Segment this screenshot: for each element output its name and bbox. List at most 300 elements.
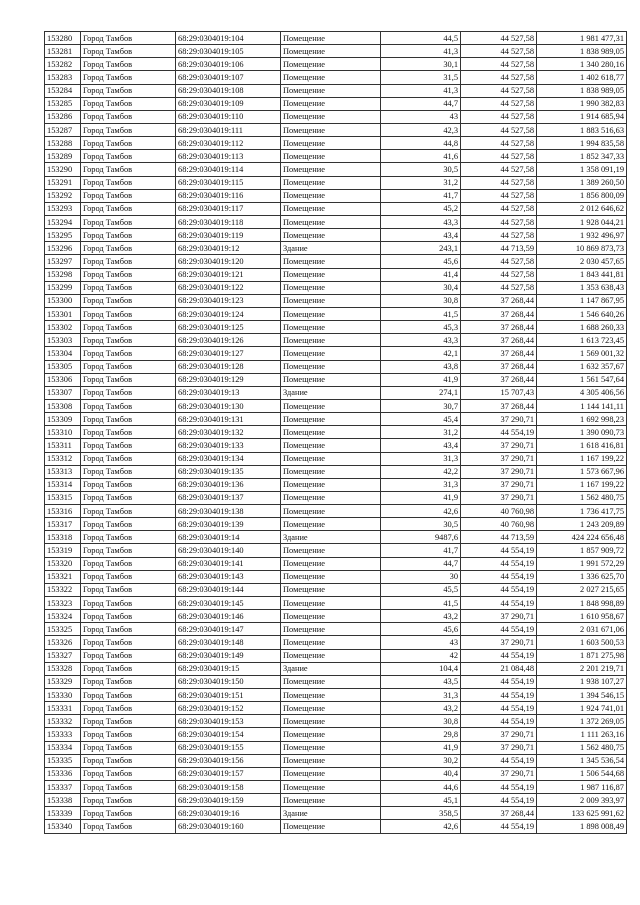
area-cell: 42,2: [381, 465, 461, 478]
row-number-cell: 153292: [45, 189, 81, 202]
table-row: [45, 110, 627, 123]
table-row: [45, 807, 627, 820]
row-number-cell: 153333: [45, 728, 81, 741]
table-row: [45, 294, 627, 307]
row-number-cell: 153308: [45, 399, 81, 412]
row-number-cell: 153332: [45, 715, 81, 728]
city-cell: Город Тамбов: [81, 531, 176, 544]
object-type-cell: Помещение: [281, 399, 381, 412]
specific-value-cell: 37 290,71: [461, 465, 537, 478]
cadastral-value-cell: 1 546 640,26: [537, 307, 627, 320]
city-cell: Город Тамбов: [81, 505, 176, 518]
row-number-cell: 153311: [45, 439, 81, 452]
object-type-cell: Помещение: [281, 675, 381, 688]
table-row: [45, 71, 627, 84]
city-cell: Город Тамбов: [81, 741, 176, 754]
cadastral-value-cell: 1 389 260,50: [537, 176, 627, 189]
cadastral-value-cell: 2 027 215,65: [537, 583, 627, 596]
row-number-cell: 153325: [45, 623, 81, 636]
table-row: [45, 728, 627, 741]
specific-value-cell: 44 713,59: [461, 531, 537, 544]
cadastral-value-cell: 1 692 998,23: [537, 413, 627, 426]
cadastral-number-cell: 68:29:0304019:153: [176, 715, 281, 728]
cadastral-number-cell: 68:29:0304019:14: [176, 531, 281, 544]
object-type-cell: Помещение: [281, 84, 381, 97]
cadastral-value-cell: 1 924 741,01: [537, 702, 627, 715]
city-cell: Город Тамбов: [81, 386, 176, 399]
area-cell: 41,5: [381, 307, 461, 320]
cadastral-value-cell: 1 243 209,89: [537, 518, 627, 531]
city-cell: Город Тамбов: [81, 583, 176, 596]
object-type-cell: Помещение: [281, 268, 381, 281]
area-cell: 41,7: [381, 544, 461, 557]
table-row: [45, 452, 627, 465]
object-type-cell: Помещение: [281, 360, 381, 373]
row-number-cell: 153282: [45, 58, 81, 71]
object-type-cell: Помещение: [281, 794, 381, 807]
cadastral-number-cell: 68:29:0304019:155: [176, 741, 281, 754]
object-type-cell: Помещение: [281, 597, 381, 610]
city-cell: Город Тамбов: [81, 215, 176, 228]
area-cell: 41,3: [381, 45, 461, 58]
table-row: [45, 518, 627, 531]
cadastral-number-cell: 68:29:0304019:135: [176, 465, 281, 478]
object-type-cell: Помещение: [281, 97, 381, 110]
object-type-cell: Помещение: [281, 150, 381, 163]
cadastral-number-cell: 68:29:0304019:13: [176, 386, 281, 399]
area-cell: 44,5: [381, 32, 461, 45]
area-cell: 31,3: [381, 689, 461, 702]
cadastral-number-cell: 68:29:0304019:136: [176, 478, 281, 491]
area-cell: 41,6: [381, 150, 461, 163]
cadastral-number-cell: 68:29:0304019:130: [176, 399, 281, 412]
row-number-cell: 153320: [45, 557, 81, 570]
object-type-cell: Помещение: [281, 123, 381, 136]
row-number-cell: 153340: [45, 820, 81, 833]
cadastral-number-cell: 68:29:0304019:160: [176, 820, 281, 833]
specific-value-cell: 37 268,44: [461, 321, 537, 334]
area-cell: 30,5: [381, 518, 461, 531]
table-row: [45, 150, 627, 163]
table-row: [45, 413, 627, 426]
row-number-cell: 153309: [45, 413, 81, 426]
table-row: [45, 636, 627, 649]
object-type-cell: Здание: [281, 531, 381, 544]
object-type-cell: Помещение: [281, 137, 381, 150]
row-number-cell: 153327: [45, 649, 81, 662]
city-cell: Город Тамбов: [81, 97, 176, 110]
city-cell: Город Тамбов: [81, 794, 176, 807]
object-type-cell: Помещение: [281, 294, 381, 307]
cadastral-number-cell: 68:29:0304019:140: [176, 544, 281, 557]
table-row: [45, 163, 627, 176]
table-row: [45, 97, 627, 110]
object-type-cell: Помещение: [281, 728, 381, 741]
cadastral-value-cell: 1 994 835,58: [537, 137, 627, 150]
row-number-cell: 153326: [45, 636, 81, 649]
object-type-cell: Помещение: [281, 754, 381, 767]
city-cell: Город Тамбов: [81, 347, 176, 360]
object-type-cell: Помещение: [281, 478, 381, 491]
cadastral-number-cell: 68:29:0304019:141: [176, 557, 281, 570]
row-number-cell: 153315: [45, 491, 81, 504]
cadastral-number-cell: 68:29:0304019:132: [176, 426, 281, 439]
cadastral-number-cell: 68:29:0304019:150: [176, 675, 281, 688]
cadastral-number-cell: 68:29:0304019:104: [176, 32, 281, 45]
row-number-cell: 153297: [45, 255, 81, 268]
row-number-cell: 153293: [45, 202, 81, 215]
row-number-cell: 153318: [45, 531, 81, 544]
table-row: [45, 702, 627, 715]
cadastral-value-cell: 10 869 873,73: [537, 242, 627, 255]
table-row: [45, 491, 627, 504]
specific-value-cell: 44 527,58: [461, 32, 537, 45]
row-number-cell: 153285: [45, 97, 81, 110]
area-cell: 42,6: [381, 505, 461, 518]
cadastral-number-cell: 68:29:0304019:123: [176, 294, 281, 307]
city-cell: Город Тамбов: [81, 399, 176, 412]
object-type-cell: Помещение: [281, 518, 381, 531]
row-number-cell: 153310: [45, 426, 81, 439]
row-number-cell: 153339: [45, 807, 81, 820]
cadastral-value-cell: 1 883 516,63: [537, 123, 627, 136]
row-number-cell: 153286: [45, 110, 81, 123]
object-type-cell: Помещение: [281, 334, 381, 347]
specific-value-cell: 44 554,19: [461, 715, 537, 728]
area-cell: 41,4: [381, 268, 461, 281]
cadastral-value-cell: 2 030 457,65: [537, 255, 627, 268]
specific-value-cell: 44 527,58: [461, 163, 537, 176]
specific-value-cell: 21 084,48: [461, 662, 537, 675]
area-cell: 41,9: [381, 741, 461, 754]
table-row: [45, 215, 627, 228]
cadastral-number-cell: 68:29:0304019:138: [176, 505, 281, 518]
area-cell: 43,5: [381, 675, 461, 688]
specific-value-cell: 37 290,71: [461, 728, 537, 741]
table-row: [45, 505, 627, 518]
area-cell: 41,7: [381, 189, 461, 202]
cadastral-value-cell: 1 336 625,70: [537, 570, 627, 583]
specific-value-cell: 44 554,19: [461, 557, 537, 570]
specific-value-cell: 44 527,58: [461, 58, 537, 71]
area-cell: 41,3: [381, 84, 461, 97]
area-cell: 43,4: [381, 439, 461, 452]
table-row: [45, 347, 627, 360]
cadastral-number-cell: 68:29:0304019:119: [176, 229, 281, 242]
area-cell: 40,4: [381, 767, 461, 780]
area-cell: 31,2: [381, 426, 461, 439]
city-cell: Город Тамбов: [81, 689, 176, 702]
object-type-cell: Помещение: [281, 373, 381, 386]
specific-value-cell: 44 554,19: [461, 649, 537, 662]
cadastral-number-cell: 68:29:0304019:115: [176, 176, 281, 189]
row-number-cell: 153334: [45, 741, 81, 754]
row-number-cell: 153291: [45, 176, 81, 189]
specific-value-cell: 37 268,44: [461, 807, 537, 820]
area-cell: 43,8: [381, 360, 461, 373]
city-cell: Город Тамбов: [81, 110, 176, 123]
area-cell: 42,1: [381, 347, 461, 360]
object-type-cell: Помещение: [281, 229, 381, 242]
city-cell: Город Тамбов: [81, 767, 176, 780]
cadastral-value-cell: 1 981 477,31: [537, 32, 627, 45]
specific-value-cell: 44 554,19: [461, 781, 537, 794]
table-row: [45, 610, 627, 623]
object-type-cell: Помещение: [281, 321, 381, 334]
registry-table-page: [44, 31, 626, 834]
cadastral-value-cell: 1 561 547,64: [537, 373, 627, 386]
object-type-cell: Помещение: [281, 426, 381, 439]
cadastral-number-cell: 68:29:0304019:129: [176, 373, 281, 386]
city-cell: Город Тамбов: [81, 715, 176, 728]
cadastral-value-cell: 1 938 107,27: [537, 675, 627, 688]
specific-value-cell: 37 290,71: [461, 413, 537, 426]
row-number-cell: 153280: [45, 32, 81, 45]
cadastral-number-cell: 68:29:0304019:121: [176, 268, 281, 281]
table-row: [45, 478, 627, 491]
cadastral-number-cell: 68:29:0304019:137: [176, 491, 281, 504]
specific-value-cell: 44 527,58: [461, 123, 537, 136]
cadastral-value-cell: 1 562 480,75: [537, 741, 627, 754]
table-row: [45, 439, 627, 452]
object-type-cell: Помещение: [281, 347, 381, 360]
object-type-cell: Помещение: [281, 820, 381, 833]
cadastral-number-cell: 68:29:0304019:122: [176, 281, 281, 294]
table-row: [45, 84, 627, 97]
table-row: [45, 623, 627, 636]
city-cell: Город Тамбов: [81, 649, 176, 662]
table-row: [45, 544, 627, 557]
city-cell: Город Тамбов: [81, 137, 176, 150]
city-cell: Город Тамбов: [81, 610, 176, 623]
area-cell: 30,1: [381, 58, 461, 71]
area-cell: 29,8: [381, 728, 461, 741]
area-cell: 42,3: [381, 123, 461, 136]
city-cell: Город Тамбов: [81, 45, 176, 58]
city-cell: Город Тамбов: [81, 491, 176, 504]
city-cell: Город Тамбов: [81, 255, 176, 268]
city-cell: Город Тамбов: [81, 71, 176, 84]
object-type-cell: Помещение: [281, 570, 381, 583]
cadastral-number-cell: 68:29:0304019:149: [176, 649, 281, 662]
city-cell: Город Тамбов: [81, 294, 176, 307]
specific-value-cell: 15 707,43: [461, 386, 537, 399]
row-number-cell: 153338: [45, 794, 81, 807]
row-number-cell: 153323: [45, 597, 81, 610]
cadastral-number-cell: 68:29:0304019:133: [176, 439, 281, 452]
area-cell: 358,5: [381, 807, 461, 820]
area-cell: 9487,6: [381, 531, 461, 544]
specific-value-cell: 44 527,58: [461, 202, 537, 215]
table-row: [45, 531, 627, 544]
cadastral-number-cell: 68:29:0304019:118: [176, 215, 281, 228]
table-row: [45, 189, 627, 202]
area-cell: 43,3: [381, 215, 461, 228]
specific-value-cell: 37 290,71: [461, 452, 537, 465]
row-number-cell: 153287: [45, 123, 81, 136]
row-number-cell: 153301: [45, 307, 81, 320]
city-cell: Город Тамбов: [81, 597, 176, 610]
object-type-cell: Помещение: [281, 202, 381, 215]
cadastral-number-cell: 68:29:0304019:151: [176, 689, 281, 702]
row-number-cell: 153300: [45, 294, 81, 307]
cadastral-value-cell: 133 625 991,62: [537, 807, 627, 820]
cadastral-value-cell: 2 012 646,62: [537, 202, 627, 215]
row-number-cell: 153336: [45, 767, 81, 780]
table-row: [45, 820, 627, 833]
row-number-cell: 153296: [45, 242, 81, 255]
cadastral-number-cell: 68:29:0304019:111: [176, 123, 281, 136]
cadastral-value-cell: 1 167 199,22: [537, 478, 627, 491]
table-row: [45, 360, 627, 373]
object-type-cell: Помещение: [281, 45, 381, 58]
table-body: [45, 32, 627, 834]
cadastral-number-cell: 68:29:0304019:144: [176, 583, 281, 596]
table-row: [45, 465, 627, 478]
cadastral-value-cell: 1 857 909,72: [537, 544, 627, 557]
cadastral-value-cell: 1 569 001,32: [537, 347, 627, 360]
row-number-cell: 153307: [45, 386, 81, 399]
table-row: [45, 229, 627, 242]
area-cell: 30,8: [381, 294, 461, 307]
specific-value-cell: 44 527,58: [461, 229, 537, 242]
row-number-cell: 153337: [45, 781, 81, 794]
area-cell: 45,6: [381, 623, 461, 636]
object-type-cell: Помещение: [281, 58, 381, 71]
specific-value-cell: 44 554,19: [461, 754, 537, 767]
specific-value-cell: 37 268,44: [461, 360, 537, 373]
city-cell: Город Тамбов: [81, 518, 176, 531]
row-number-cell: 153329: [45, 675, 81, 688]
specific-value-cell: 37 290,71: [461, 767, 537, 780]
cadastral-value-cell: 1 353 638,43: [537, 281, 627, 294]
cadastral-number-cell: 68:29:0304019:128: [176, 360, 281, 373]
table-row: [45, 242, 627, 255]
cadastral-value-cell: 1 345 536,54: [537, 754, 627, 767]
table-row: [45, 715, 627, 728]
specific-value-cell: 44 527,58: [461, 110, 537, 123]
specific-value-cell: 37 268,44: [461, 347, 537, 360]
table-row: [45, 597, 627, 610]
specific-value-cell: 44 713,59: [461, 242, 537, 255]
table-row: [45, 58, 627, 71]
row-number-cell: 153294: [45, 215, 81, 228]
city-cell: Город Тамбов: [81, 478, 176, 491]
table-row: [45, 399, 627, 412]
specific-value-cell: 37 290,71: [461, 478, 537, 491]
city-cell: Город Тамбов: [81, 452, 176, 465]
object-type-cell: Помещение: [281, 189, 381, 202]
city-cell: Город Тамбов: [81, 84, 176, 97]
cadastral-number-cell: 68:29:0304019:152: [176, 702, 281, 715]
cadastral-number-cell: 68:29:0304019:120: [176, 255, 281, 268]
table-row: [45, 426, 627, 439]
cadastral-number-cell: 68:29:0304019:112: [176, 137, 281, 150]
object-type-cell: Здание: [281, 807, 381, 820]
row-number-cell: 153331: [45, 702, 81, 715]
row-number-cell: 153281: [45, 45, 81, 58]
cadastral-number-cell: 68:29:0304019:16: [176, 807, 281, 820]
cadastral-value-cell: 1 394 546,15: [537, 689, 627, 702]
specific-value-cell: 44 554,19: [461, 570, 537, 583]
table-row: [45, 583, 627, 596]
specific-value-cell: 37 290,71: [461, 610, 537, 623]
cadastral-value-cell: 1 848 998,89: [537, 597, 627, 610]
row-number-cell: 153298: [45, 268, 81, 281]
city-cell: Город Тамбов: [81, 242, 176, 255]
row-number-cell: 153304: [45, 347, 81, 360]
object-type-cell: Помещение: [281, 636, 381, 649]
cadastral-value-cell: 1 928 044,21: [537, 215, 627, 228]
city-cell: Город Тамбов: [81, 32, 176, 45]
area-cell: 243,1: [381, 242, 461, 255]
table-row: [45, 321, 627, 334]
city-cell: Город Тамбов: [81, 728, 176, 741]
cadastral-number-cell: 68:29:0304019:154: [176, 728, 281, 741]
city-cell: Город Тамбов: [81, 229, 176, 242]
city-cell: Город Тамбов: [81, 176, 176, 189]
cadastral-value-cell: 1 610 958,67: [537, 610, 627, 623]
row-number-cell: 153288: [45, 137, 81, 150]
specific-value-cell: 44 527,58: [461, 281, 537, 294]
area-cell: 45,3: [381, 321, 461, 334]
specific-value-cell: 37 290,71: [461, 741, 537, 754]
cadastral-value-cell: 1 843 441,81: [537, 268, 627, 281]
row-number-cell: 153330: [45, 689, 81, 702]
cadastral-number-cell: 68:29:0304019:158: [176, 781, 281, 794]
cadastral-value-cell: 1 562 480,75: [537, 491, 627, 504]
object-type-cell: Здание: [281, 386, 381, 399]
area-cell: 45,1: [381, 794, 461, 807]
city-cell: Город Тамбов: [81, 636, 176, 649]
area-cell: 30,7: [381, 399, 461, 412]
cadastral-value-cell: 1 736 417,75: [537, 505, 627, 518]
city-cell: Город Тамбов: [81, 675, 176, 688]
table-row: [45, 557, 627, 570]
cadastral-number-cell: 68:29:0304019:117: [176, 202, 281, 215]
area-cell: 41,9: [381, 491, 461, 504]
city-cell: Город Тамбов: [81, 307, 176, 320]
city-cell: Город Тамбов: [81, 702, 176, 715]
area-cell: 104,4: [381, 662, 461, 675]
cadastral-value-cell: 1 372 269,05: [537, 715, 627, 728]
city-cell: Город Тамбов: [81, 820, 176, 833]
city-cell: Город Тамбов: [81, 360, 176, 373]
row-number-cell: 153317: [45, 518, 81, 531]
city-cell: Город Тамбов: [81, 281, 176, 294]
area-cell: 31,3: [381, 452, 461, 465]
area-cell: 43,4: [381, 229, 461, 242]
table-row: [45, 202, 627, 215]
specific-value-cell: 44 554,19: [461, 675, 537, 688]
object-type-cell: Помещение: [281, 163, 381, 176]
area-cell: 30,4: [381, 281, 461, 294]
object-type-cell: Помещение: [281, 715, 381, 728]
area-cell: 274,1: [381, 386, 461, 399]
specific-value-cell: 44 527,58: [461, 176, 537, 189]
row-number-cell: 153290: [45, 163, 81, 176]
table-row: [45, 741, 627, 754]
specific-value-cell: 37 290,71: [461, 491, 537, 504]
city-cell: Город Тамбов: [81, 623, 176, 636]
city-cell: Город Тамбов: [81, 58, 176, 71]
city-cell: Город Тамбов: [81, 557, 176, 570]
object-type-cell: Помещение: [281, 307, 381, 320]
cadastral-value-cell: 1 838 989,05: [537, 45, 627, 58]
table-row: [45, 255, 627, 268]
object-type-cell: Помещение: [281, 583, 381, 596]
area-cell: 43,3: [381, 334, 461, 347]
